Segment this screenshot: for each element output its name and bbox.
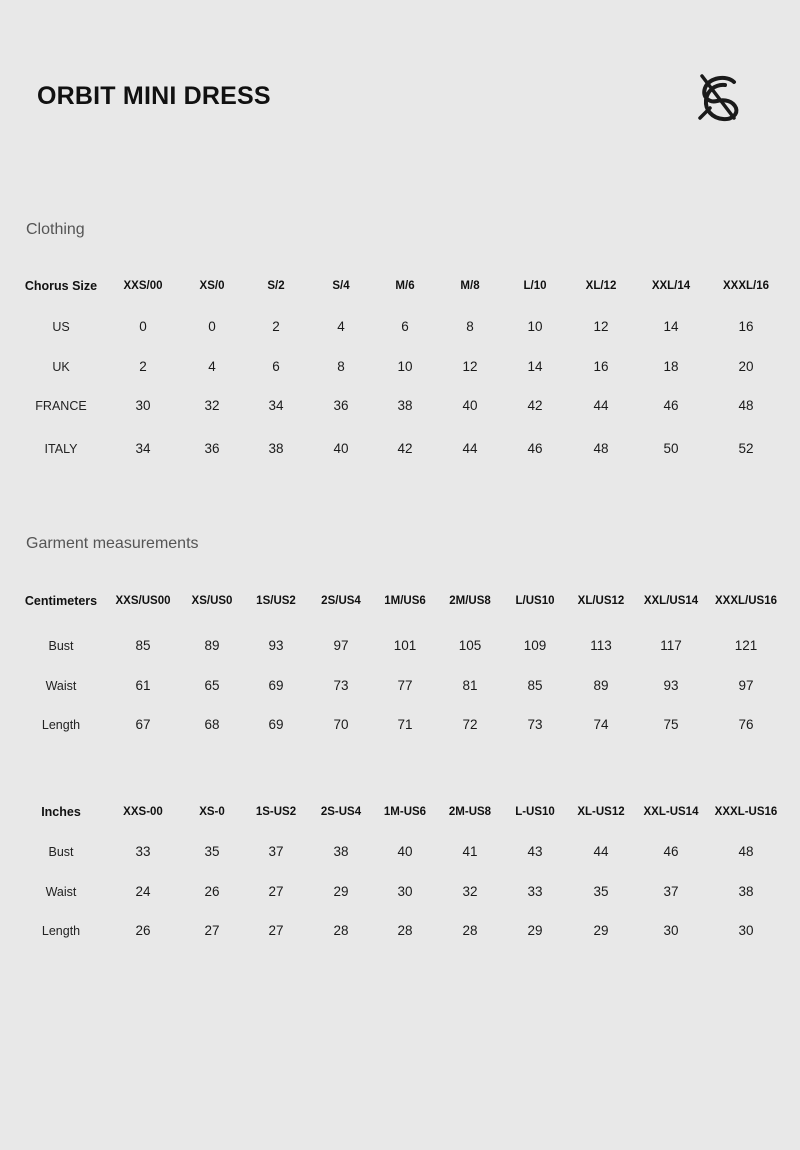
table-cell: 48 [738,398,754,413]
table-cell: 52 [738,441,754,456]
table-cell: 16 [738,319,754,334]
table-cell: 46 [663,844,679,859]
table-cell: 93 [663,678,679,693]
table-row [0,357,800,377]
table-cell: 4 [208,359,216,374]
size-column-header: XXXL-US16 [714,806,778,818]
table-cell: 37 [268,844,284,859]
table-cell: 85 [527,678,543,693]
table-cell: 65 [204,678,220,693]
row-label: ITALY [44,442,78,456]
table-cell: 72 [462,717,478,732]
row-label: US [52,320,70,334]
table-cell: 71 [397,717,413,732]
size-column-header: XXS/US00 [115,595,171,607]
table-cell: 117 [660,638,682,653]
table-cell: 0 [208,319,216,334]
table-row [0,676,800,696]
table-cell: 34 [268,398,284,413]
size-column-header: 2M-US8 [448,806,492,818]
size-column-header: 1M/US6 [384,595,426,607]
table-cell: 97 [738,678,754,693]
size-column-header: XS/US0 [191,595,233,607]
table-cell: 36 [204,441,220,456]
row-label: UK [52,360,70,374]
table-cell: 38 [268,441,284,456]
table-cell: 121 [734,638,758,653]
table-cell: 73 [527,717,543,732]
table-cell: 18 [663,359,679,374]
size-column-header: 1S-US2 [255,806,297,818]
table-row [0,317,800,337]
table-cell: 30 [663,923,679,938]
size-column-header: XL/12 [585,280,617,292]
chorus-logo-icon [696,72,744,124]
table-cell: 33 [135,844,151,859]
table-cell: 85 [135,638,151,653]
table-cell: 6 [401,319,409,334]
table-header-row [0,802,800,822]
table-cell: 38 [333,844,349,859]
table-cell: 30 [738,923,754,938]
row-label: Waist [45,679,77,693]
size-column-header: XXL/US14 [643,595,699,607]
table-cell: 40 [397,844,413,859]
table-header-row [0,276,800,296]
size-column-header: L/10 [523,280,547,292]
table-row [0,715,800,735]
table-cell: 74 [593,717,609,732]
size-column-header: XXXL/16 [722,280,770,292]
table-header-row [0,591,800,611]
table-cell: 69 [268,678,284,693]
table-cell: 44 [593,844,609,859]
table-cell: 34 [135,441,151,456]
section-title-garment: Garment measurements [26,535,199,552]
table-cell: 28 [333,923,349,938]
table-cell: 14 [663,319,679,334]
table-cell: 12 [462,359,478,374]
table-cell: 68 [204,717,220,732]
table-cell: 8 [337,359,345,374]
table-cell: 24 [135,884,151,899]
table-cell: 105 [458,638,482,653]
table-row [0,636,800,656]
table-cell: 10 [527,319,543,334]
table-cell: 101 [393,638,417,653]
table-cell: 12 [593,319,609,334]
table-cell: 27 [268,923,284,938]
table-cell: 37 [663,884,679,899]
table-cell: 32 [462,884,478,899]
table-row [0,396,800,416]
table-cell: 28 [462,923,478,938]
table-cell: 32 [204,398,220,413]
table-cell: 43 [527,844,543,859]
size-column-header: 1M-US6 [383,806,427,818]
table-cell: 38 [397,398,413,413]
table-cell: 93 [268,638,284,653]
table-cell: 113 [590,638,612,653]
table-cell: 26 [135,923,151,938]
size-column-header: L-US10 [515,806,555,818]
size-column-header: XL/US12 [577,595,625,607]
size-column-header: 2S-US4 [320,806,362,818]
table-cell: 70 [333,717,349,732]
table-cell: 46 [663,398,679,413]
row-label: FRANCE [35,399,87,413]
row-label: Bust [48,639,74,653]
table-cell: 77 [397,678,413,693]
table-cell: 29 [527,923,543,938]
size-column-header: XS/0 [199,280,225,292]
table-cell: 76 [738,717,754,732]
table-cell: 97 [333,638,349,653]
table-row [0,439,800,459]
table-cell: 75 [663,717,679,732]
table-row [0,842,800,862]
table-cell: 46 [527,441,543,456]
table-row [0,882,800,902]
table-cell: 44 [462,441,478,456]
size-column-header: S/2 [267,280,285,292]
table-cell: 61 [135,678,151,693]
size-column-header: XS-0 [199,806,225,818]
table-cell: 109 [523,638,547,653]
table-cell: 41 [462,844,478,859]
size-column-header: L/US10 [515,595,555,607]
table-cell: 0 [139,319,147,334]
table-cell: 2 [139,359,147,374]
table-cell: 30 [135,398,151,413]
row-label: Length [41,924,81,938]
size-column-header: XXL-US14 [643,806,699,818]
table-cell: 44 [593,398,609,413]
section-title-clothing: Clothing [26,221,85,238]
table-cell: 26 [204,884,220,899]
table-corner-header: Inches [41,805,81,819]
size-column-header: XXS/00 [123,280,163,292]
table-cell: 33 [527,884,543,899]
table-corner-header: Centimeters [24,594,98,608]
table-cell: 40 [333,441,349,456]
table-cell: 73 [333,678,349,693]
table-cell: 35 [204,844,220,859]
page-title: ORBIT MINI DRESS [37,82,271,110]
table-cell: 89 [593,678,609,693]
table-cell: 20 [738,359,754,374]
size-column-header: XL-US12 [577,806,625,818]
table-cell: 28 [397,923,413,938]
table-cell: 6 [272,359,280,374]
table-cell: 40 [462,398,478,413]
table-cell: 69 [268,717,284,732]
table-cell: 50 [663,441,679,456]
table-cell: 38 [738,884,754,899]
table-cell: 27 [268,884,284,899]
table-cell: 8 [466,319,474,334]
table-cell: 81 [462,678,478,693]
table-cell: 48 [593,441,609,456]
size-column-header: XXL/14 [651,280,691,292]
table-cell: 48 [738,844,754,859]
table-cell: 27 [204,923,220,938]
table-corner-header: Chorus Size [24,279,98,293]
size-column-header: 2S/US4 [321,595,361,607]
row-label: Waist [45,885,77,899]
table-cell: 4 [337,319,345,334]
table-cell: 29 [333,884,349,899]
table-cell: 89 [204,638,220,653]
table-cell: 67 [135,717,151,732]
size-column-header: XXXL/US16 [715,595,777,607]
row-label: Bust [48,845,74,859]
table-cell: 14 [527,359,543,374]
table-row [0,921,800,941]
table-cell: 35 [593,884,609,899]
size-column-header: S/4 [332,280,350,292]
table-cell: 42 [397,441,413,456]
size-column-header: XXS-00 [123,806,163,818]
table-cell: 29 [593,923,609,938]
table-cell: 10 [397,359,413,374]
table-cell: 30 [397,884,413,899]
size-column-header: 2M/US8 [449,595,491,607]
size-column-header: 1S/US2 [256,595,296,607]
table-cell: 36 [333,398,349,413]
table-cell: 42 [527,398,543,413]
row-label: Length [41,718,81,732]
table-cell: 2 [272,319,280,334]
size-column-header: M/8 [460,280,480,292]
size-column-header: M/6 [395,280,415,292]
table-cell: 16 [593,359,609,374]
